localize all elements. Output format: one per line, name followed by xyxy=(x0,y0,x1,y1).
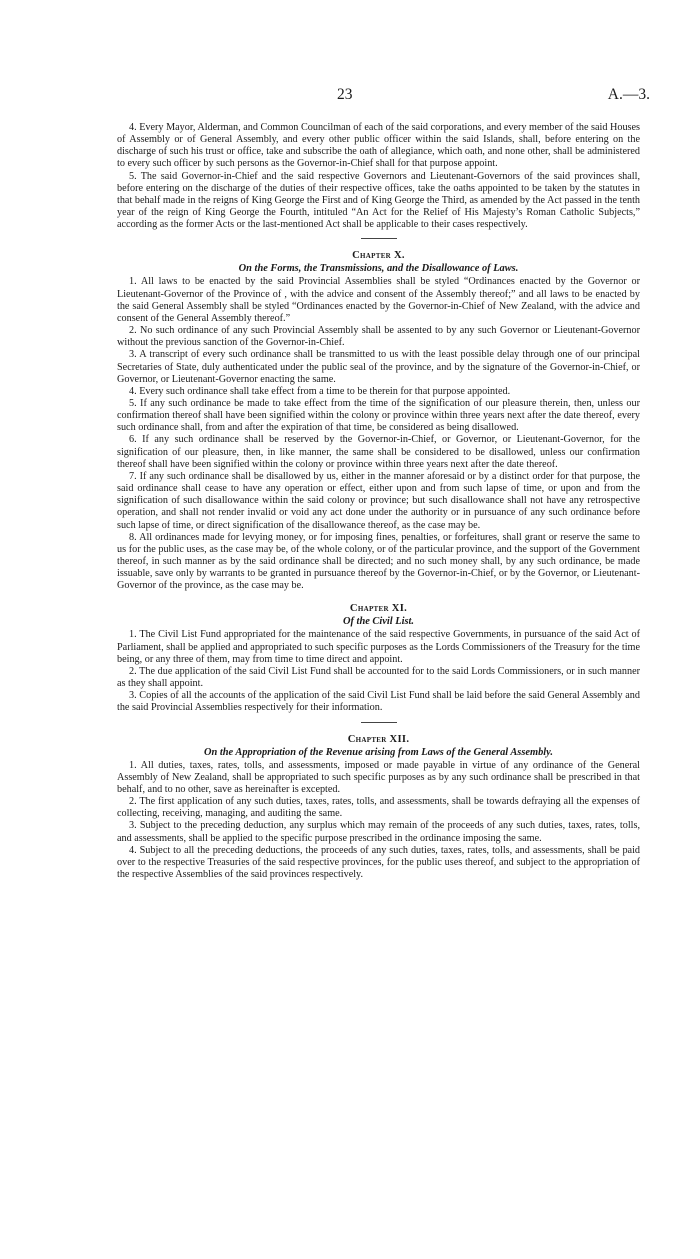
chapter-subheading: Of the Civil List. xyxy=(343,616,414,628)
page-header xyxy=(0,86,700,108)
paragraph: 6. If any such ordinance shall be reserved by the Governor-in-Chief, or Governor, or Lieutenant-Governor, for the signification of our pleasure, then, in like manner, the same shall be considered to be disallowed, unless our confirmation thereof shall have been signified within the colony or province within three years next after the date thereof. xyxy=(117,434,640,470)
paragraph: 2. No such ordinance of any such Provincial Assembly shall be assented to by any such Governor or Lieutenant-Governor without the previous sanction of the Governor-in-Chief. xyxy=(117,325,640,349)
paragraph: 4. Every such ordinance shall take effect from a time to be therein for that purpose appointed. xyxy=(129,385,511,397)
paragraph: 1. The Civil List Fund appropriated for the maintenance of the said respective Governments, in pursuance of the said Act of Parliament, shall be applied and appropriated to such specific purposes as the Lords Commissioners of the Treasury for the time being, or any three of them, may from time to time direct and appoint. xyxy=(117,629,640,665)
paragraph: 3. Copies of all the accounts of the application of the said Civil List Fund shall be laid before the said General Assembly and the said Provincial Assemblies respectively for their information. xyxy=(117,690,640,714)
paragraph: 3. A transcript of every such ordinance shall be transmitted to us with the least possible delay through one of our principal Secretaries of State, duly authenticated under the public seal of the province, and by the signature of the Governor-in-Chief, or Governor, or Lieutenant-Governor enacting the same. xyxy=(117,349,640,385)
chapter-heading: Chapter XII. xyxy=(347,733,410,745)
chapter-10 xyxy=(117,239,640,592)
intro-section xyxy=(117,122,640,231)
paragraph: 1. All laws to be enacted by the said Provincial Assemblies shall be styled “Ordinances enacted by the Governor or Lieutenant-Governor of the Province of , with the advice and consent of the Assembly thereof;” and all laws to be enacted by the said General Assembly shall be styled “Ordinances enacted by the Governor-in-Chief of New Zealand, with the advice and consent of the General Assembly thereof.” xyxy=(117,276,640,324)
chapter-heading: Chapter XI. xyxy=(349,603,408,615)
paragraph: 3. Subject to the preceding deduction, any surplus which may remain of the proceeds of any such duties, taxes, rates, tolls, and assessments, shall be applied to the specific purpose prescribed in the ordinance imposing the same. xyxy=(117,820,640,844)
paragraph: 2. The first application of any such duties, taxes, rates, tolls, and assessments, shall be towards defraying all the expenses of collecting, receiving, managing, and auditing the same. xyxy=(117,796,640,820)
chapter-heading: Chapter X. xyxy=(352,250,405,262)
paragraph: 8. All ordinances made for levying money, or for imposing fines, penalties, or forfeitures, shall grant or reserve the same to us for the public uses, as the case may be, of the whole colony, or of the particular province, and the support of the Government thereof, in such manner as by the said ordinance shall be directed; and no such money shall, by any such ordinance, be made issuable, save only by warrants to be granted in pursuance thereof by the Governor-in-Chief, or by the Governor, or Lieutenant-Governor of the province, as the case may be. xyxy=(117,531,640,592)
paragraph: 1. All duties, taxes, rates, tolls, and assessments, imposed or made payable in virtue of any ordinance of the General Assembly of New Zealand, shall be appropriated to such specific purposes as by any such ordinance shall be prescribed in that behalf, and to no other, save as hereinafter is excepted. xyxy=(117,759,640,795)
paragraph: 2. The due application of the said Civil List Fund shall be accounted for to the said Lords Commissioners, or in such manner as they shall appoint. xyxy=(117,665,640,690)
paragraph: 5. The said Governor-in-Chief and the said respective Governors and Lieutenant-Governors of the said provinces shall, before entering on the discharge of the duties of their respective offices, take the oaths appointed to be taken by the statutes in that behalf made in the reigns of King George the First and of King George the Third, as amended by the Act passed in the tenth year of the reign of King George the Fourth, intituled “An Act for the Relief of His Majesty’s Roman Catholic Subjects,” according as the former Acts or the last-mentioned Act shall be applicable to their cases respectively. xyxy=(117,170,640,231)
document-body xyxy=(117,122,640,881)
paragraph: 4. Every Mayor, Alderman, and Common Councilman of each of the said corporations, and every member of the said Houses of Assembly or of General Assembly, and every other public officer within the said Islands, shall, before entering on the discharge of such his trust or office, take and subscribe the oath of allegiance, which oath, and none other, shall be administered to every such officer by such persons as the Governor-in-Chief shall for that purpose appoint. xyxy=(117,122,640,170)
page-number: 23 xyxy=(337,86,353,103)
paper-identifier: A.—3. xyxy=(607,86,650,103)
chapter-subheading: On the Appropriation of the Revenue arising from Laws of the General Assembly. xyxy=(204,746,553,758)
chapter-subheading: On the Forms, the Transmissions, and the Disallowance of Laws. xyxy=(238,263,519,275)
chapter-11 xyxy=(117,592,640,714)
paragraph: 5. If any such ordinance be made to take effect from the time of the signification of our pleasure therein, then, unless our confirmation thereof shall have been signified within the colony or province within three years next after the date thereof, every such ordinance shall, from and after the expiration of that time, be considered as being disallowed. xyxy=(117,397,640,434)
chapter-12 xyxy=(117,723,640,882)
paragraph: 7. If any such ordinance shall be disallowed by us, either in the manner aforesaid or by a distinct order for that purpose, the said ordinance shall cease to have any operation or effect, either upon and from such lapse of time, or upon and from the signification of such disallowance within the said colony or province; but such disallowance shall not have any retrospective operation, and shall not render invalid or void any act done under the authority or in pursuance of any such ordinance before such lapse of time, or direct signification of the disallowance thereof, as the case may be. xyxy=(117,470,640,531)
paragraph: 4. Subject to all the preceding deductions, the proceeds of any such duties, taxes, rates, tolls, and assessments, shall be paid over to the respective Treasuries of the said respective provinces, for the public uses thereof, and subject to the appropriation of the respective Assemblies of the said provinces respectively. xyxy=(117,844,640,880)
